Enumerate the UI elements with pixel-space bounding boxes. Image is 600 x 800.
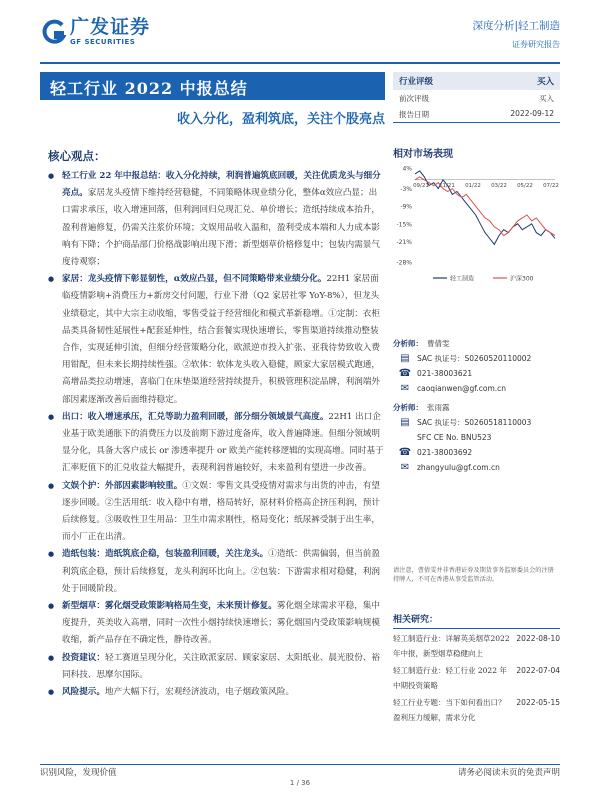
core-view-bullet (40, 409, 385, 478)
email-icon: ✉ (400, 383, 410, 394)
bullet-dot-icon: ● (48, 412, 55, 421)
previous-rating-label: 前次评级 (399, 94, 429, 103)
bullet-text: 22H1 出口企业基于欧美通胀下的消费压力以及前期下游过度备库，收入普遍降速。但细分领域明显分化，具备大客户成长 or 渗透率提升 or 欧美产能转移逻辑的实现高增。同时基于汇率贬值下的汇兑收益大幅提升，表现利润普遍较好，未来盈利有望进一步改善。 (62, 411, 384, 474)
core-view-bullet (40, 478, 385, 547)
analyst-label: 分析师： (393, 403, 423, 412)
page-number: 1 / 36 (289, 779, 311, 787)
report-date-value: 2022-09-12 (510, 109, 554, 118)
id-card-icon: ▤ (400, 353, 410, 364)
related-report[interactable] (393, 663, 560, 693)
bullet-dot-icon: ● (48, 602, 55, 611)
analyst-contact: 021-38003621 (417, 369, 473, 378)
relative-performance-chart (393, 162, 560, 287)
related-report[interactable] (393, 631, 560, 661)
bullet-text: 雾化烟全球需求平稳，集中度提升，英美收入高增，同时一次性小烟持续快速增长；雾化烟国内受政策影响规模收缩，新产品存在不确定性，静待改善。 (62, 601, 380, 646)
bullet-heading: 家居：龙头疫情下彰显韧性，α效应凸显，但不同策略带来业绩分化。 (62, 274, 327, 285)
bullet-heading: 出口：收入增速承压，汇兑等助力盈利回暖，部分细分领域景气高度。 (62, 411, 329, 422)
y-tick-label: -15% (396, 221, 412, 229)
bullet-dot-icon: ● (48, 653, 55, 662)
logo-chinese-name: 广发证券 (70, 16, 151, 38)
y-tick-label: -21% (396, 238, 412, 246)
related-report-date: 2022-07-04 (516, 666, 560, 675)
analyst-contact: 021-38003692 (417, 448, 473, 457)
analyst-label: 分析师： (393, 339, 423, 348)
footer-slogan: 识别风险，发现价值 (40, 768, 117, 778)
email-icon: ✉ (400, 462, 410, 473)
y-tick-label: -3% (400, 186, 412, 194)
header-divider (40, 62, 560, 64)
phone-icon: ☎ (398, 447, 412, 458)
rating-value: 买入 (536, 77, 554, 87)
core-views-body (40, 168, 385, 701)
rating-label: 行业评级 (399, 77, 434, 87)
legend-label: 轻工制造 (450, 275, 475, 283)
bullet-text: 地产大幅下行，宏观经济波动，电子烟政策风险。 (104, 687, 295, 698)
analyst-contact: caoqianwen@gf.com.cn (417, 384, 507, 393)
analyst-info (393, 336, 560, 479)
analyst-contact: SAC 执证号：S0260518110003 (417, 418, 532, 427)
core-view-bullet (40, 168, 385, 271)
core-views-heading: 核心观点： (48, 149, 106, 163)
related-report-title[interactable]: 轻工制造行业：轻工行业 2022 年中期投资策略 (393, 666, 507, 690)
bullet-heading: 文娱个护：外部因素影响较重。 (62, 480, 183, 491)
bullet-heading: 投资建议： (62, 652, 105, 663)
bullet-dot-icon: ● (48, 550, 55, 559)
chart-title: 相对市场表现 (393, 149, 453, 160)
related-report-date: 2022-05-15 (516, 698, 560, 707)
related-report-date: 2022-08-10 (516, 634, 560, 643)
bullet-dot-icon: ● (48, 688, 55, 697)
analyst-contact: zhangyulu@gf.com.cn (417, 463, 500, 472)
previous-rating-value: 买入 (539, 94, 554, 103)
core-view-bullet (40, 684, 385, 701)
x-tick-label: 03/22 (491, 182, 507, 189)
y-tick-label: -28% (396, 259, 412, 267)
report-date-row (393, 106, 560, 122)
rating-table (393, 72, 560, 123)
report-category: 深度分析|轻工制造 (472, 20, 560, 32)
related-report-title[interactable]: 轻工制造行业：详解英美烟草2022年中报，新型烟草稳健向上 (393, 634, 510, 658)
bullet-heading: 新型烟草：雾化烟受政策影响格局生变，未来预计修复。 (62, 601, 277, 612)
id-card-icon: ▤ (400, 417, 410, 428)
rating-header (393, 72, 560, 90)
analyst-contact: SAC 执证号：S0260520110002 (417, 354, 532, 363)
disclaimer-note: 请注意，曹倩雯并非香港证券及期货事务监察委员会的注册持牌人，不可在香港从事受监管活动。 (393, 567, 554, 583)
analyst-name: 张雨露 (427, 403, 450, 412)
bullet-heading: 轻工行业 22 年中报总结：收入分化持续，利润普遍筑底回暖，关注优质龙头与细分亮点。 (62, 171, 381, 199)
logo-english-name: GF SECURITIES (70, 38, 136, 46)
bullet-text: 家居龙头疫情下维持经营稳健，不同策略体现业绩分化，整体α效应凸显；出口需求承压，收入增速回落，但利润回归兑现汇兑、单价增长；造纸持续成本抬升，盈利普遍修复，仍需关注浆价环境；文娱用品收入温和，盈利受成本端和人力成本影响有下降；个护商品部门价格战影响出现下滑；新型烟草价格修复中；包装内需景气度待观察； (62, 188, 380, 268)
previous-rating-row (393, 90, 560, 106)
gf-logo-icon (40, 19, 66, 45)
report-date-label: 报告日期 (399, 110, 429, 119)
series-line-0 (415, 171, 555, 245)
company-logo (40, 18, 150, 46)
bullet-heading: 造纸包装：造纸筑底企稳，包装盈利回暖，关注龙头。 (62, 549, 269, 560)
page-subtitle: 收入分化，盈利筑底，关注个股亮点 (176, 112, 385, 127)
core-view-bullet (40, 271, 385, 409)
id-card-icon (393, 431, 417, 445)
core-view-bullet (40, 650, 385, 684)
report-type: 证券研究报告 (512, 40, 560, 49)
bullet-text: ①文娱：零售文具受疫情对需求与出货的冲击，有望逐步回暖。②生活用纸：收入稳中有增，格局转好，原材料价格高企挤压利润，预计后续修复。③吸收性卫生用品：卫生巾需求刚性，格局变化；纸尿裤受制于出生率，而小厂正在出清。 (62, 480, 380, 543)
core-view-bullet (40, 598, 385, 650)
phone-icon: ☎ (398, 368, 412, 379)
bullet-dot-icon: ● (48, 275, 55, 284)
bullet-text: ①造纸：供需偏弱，但当前盈利筑底企稳，预计后续修复，龙头利润环比向上。②包装：下游需求相对稳健，利润处于回暖阶段。 (62, 549, 380, 594)
x-tick-label: 07/22 (543, 182, 559, 189)
x-tick-label: 09/21 (413, 182, 429, 189)
bullet-dot-icon: ● (48, 172, 55, 180)
related-report[interactable] (393, 695, 560, 725)
bullet-dot-icon: ● (48, 481, 55, 490)
page-title: 轻工行业 2022 中报总结 (50, 79, 248, 98)
title-banner (40, 72, 385, 100)
footer-divider (40, 764, 560, 765)
x-tick-label: 01/22 (465, 182, 481, 189)
related-research (393, 612, 560, 725)
bullet-heading: 风险提示。 (62, 687, 105, 698)
y-tick-label: -9% (400, 203, 412, 211)
analyst-name: 曹倩雯 (427, 339, 450, 348)
footer-disclaimer: 请务必阅读末页的免责声明 (457, 768, 560, 778)
related-research-heading: 相关研究： (393, 612, 560, 629)
related-report-title[interactable]: 轻工行业专题：当下如何看出口？盈利压力缓解，需求分化 (393, 698, 506, 722)
bullet-text: 轻工赛道呈现分化，关注欧派家居、顾家家居、太阳纸业、晨光股份、裕同科技、思摩尔国际。 (62, 652, 380, 680)
analyst-contact: SFC CE No. BNU523 (417, 433, 492, 442)
x-tick-label: 05/22 (517, 182, 533, 189)
rating-divider (393, 122, 560, 123)
core-view-bullet (40, 546, 385, 598)
legend-label: 沪深300 (510, 275, 534, 283)
x-tick-label: 11/21 (439, 182, 455, 189)
bullet-text: 22H1 家居面临疫情影响+消费压力+新房交付问题，行业下滑（Q2 家居社零 YoY-8%），但龙头业绩稳定，其中大宗主动收缩，零售受益于经营细化和模式革新稳增。①定制：衣柜品类具备韧性延展性+配套延伸性，结合套餐实现快速增长，零售渠道持续推动整装合作，实现延伸引流，但细分经营策略分化，欧派逆市投入扩张、亚我待势致收入费用钳配，但未来长期持续性强。②软体：软体龙头收入稳健，顾家大家居模式跑通，高增品类拉动增速，喜临门在床垫渠道经营持续提升，积极管理积淀品牌，利润端外部因素逐渐改善后面维持稳定。 (62, 274, 380, 405)
y-tick-label: 4% (402, 165, 412, 173)
